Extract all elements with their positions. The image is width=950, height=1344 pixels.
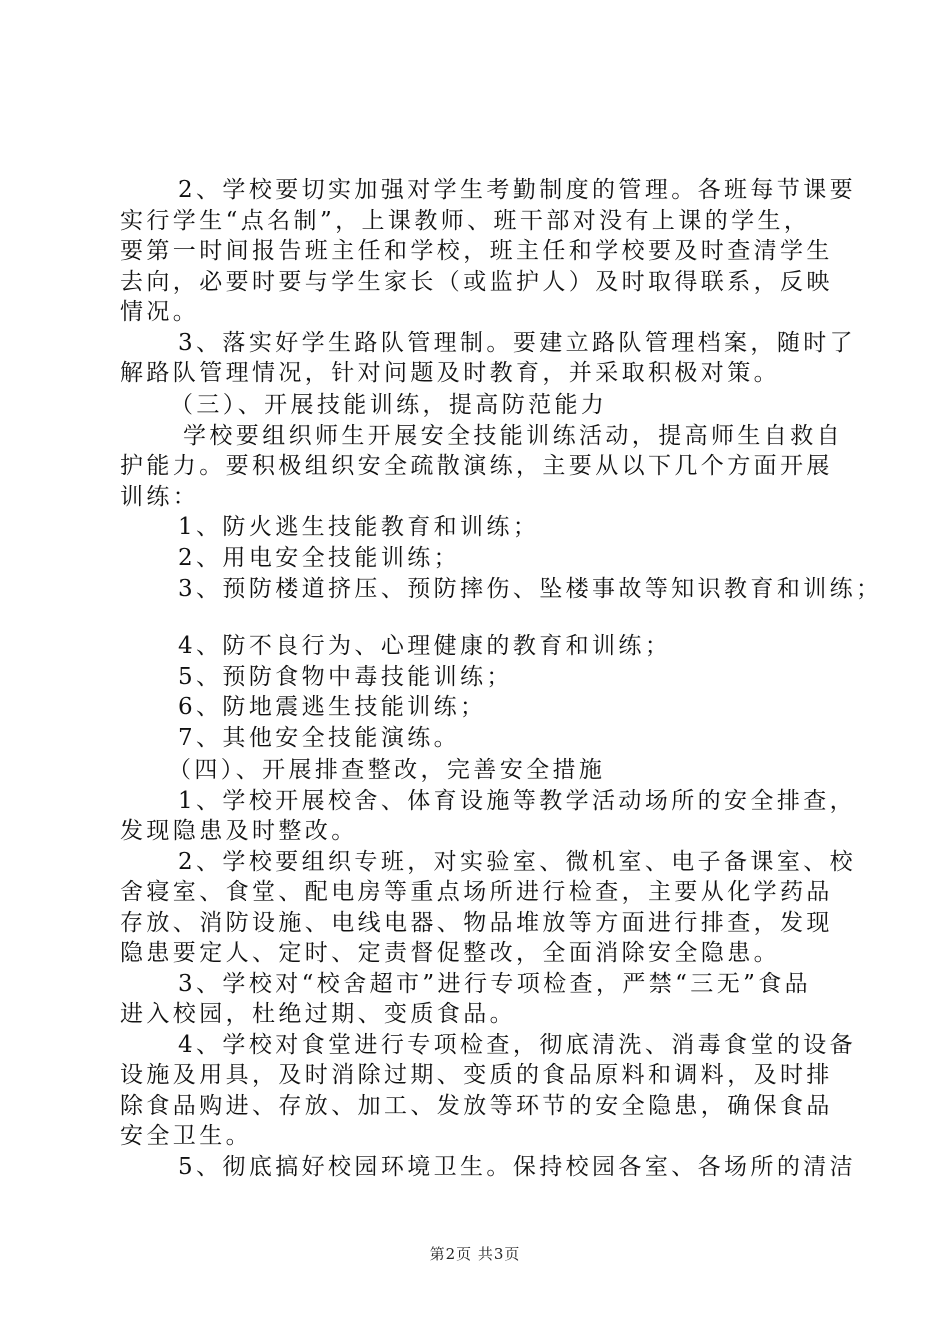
paragraph-line: 去向，必要时要与学生家长（或监护人）及时取得联系，反映 <box>120 269 833 295</box>
paragraph-line: 安全卫生。 <box>120 1123 252 1149</box>
paragraph-line: 学校要组织师生开展安全技能训练活动，提高师生自救自 <box>183 423 843 449</box>
paragraph-line: 除食品购进、存放、加工、发放等环节的安全隐患，确保食品 <box>120 1093 833 1119</box>
list-item: 4、防不良行为、心理健康的教育和训练； <box>178 633 672 659</box>
list-item: 2、用电安全技能训练； <box>178 545 461 571</box>
paragraph-line: 解路队管理情况，针对问题及时教育，并采取积极对策。 <box>120 360 780 386</box>
page-footer <box>0 1244 950 1264</box>
paragraph-line: 隐患要定人、定时、定责督促整改，全面消除安全隐患。 <box>120 940 780 966</box>
paragraph-line: 3、落实好学生路队管理制。要建立路队管理档案，随时了 <box>178 330 857 356</box>
page-number-text: 第2页 共3页 <box>429 1245 521 1263</box>
paragraph-line: 存放、消防设施、电线电器、物品堆放等方面进行排查，发现 <box>120 910 833 936</box>
list-item: 7、其他安全技能演练。 <box>178 725 461 751</box>
paragraph-line: 设施及用具，及时消除过期、变质的食品原料和调料，及时排 <box>120 1062 833 1088</box>
paragraph-line: 5、彻底搞好校园环境卫生。保持校园各室、各场所的清洁 <box>178 1154 857 1180</box>
paragraph-line: 2、学校要组织专班，对实验室、微机室、电子备课室、校 <box>178 849 857 875</box>
paragraph-line: 要第一时间报告班主任和学校，班主任和学校要及时查清学生 <box>120 238 833 264</box>
paragraph-line: 情况。 <box>120 299 200 325</box>
paragraph-line: 发现隐患及时整改。 <box>120 818 358 844</box>
list-item: 5、预防食物中毒技能训练； <box>178 664 513 690</box>
paragraph-line: 舍寝室、食堂、配电房等重点场所进行检查，主要从化学药品 <box>120 879 833 905</box>
paragraph-line: 进入校园，杜绝过期、变质食品。 <box>120 1001 516 1027</box>
paragraph-line: 1、学校开展校舍、体育设施等教学活动场所的安全排查， <box>178 788 857 814</box>
section-heading: （三）、开展技能训练，提高防范能力 <box>170 392 608 418</box>
section-heading: （四）、开展排查整改，完善安全措施 <box>168 757 606 783</box>
paragraph-line: 3、学校对“校舍超市”进行专项检查，严禁“三无”食品 <box>178 971 812 997</box>
list-item: 3、预防楼道挤压、预防摔伤、坠楼事故等知识教育和训练； <box>178 576 883 602</box>
paragraph-line: 4、学校对食堂进行专项检查，彻底清洗、消毒食堂的设备 <box>178 1032 857 1058</box>
paragraph-line: 2、学校要切实加强对学生考勤制度的管理。各班每节课要 <box>178 177 857 203</box>
list-item: 6、防地震逃生技能训练； <box>178 694 487 720</box>
paragraph-line: 训练： <box>120 484 200 510</box>
list-item: 1、防火逃生技能教育和训练； <box>178 514 540 540</box>
paragraph-line: 实行学生“点名制”，上课教师、班干部对没有上课的学生， <box>120 208 811 234</box>
paragraph-line: 护能力。要积极组织安全疏散演练，主要从以下几个方面开展 <box>120 453 833 479</box>
